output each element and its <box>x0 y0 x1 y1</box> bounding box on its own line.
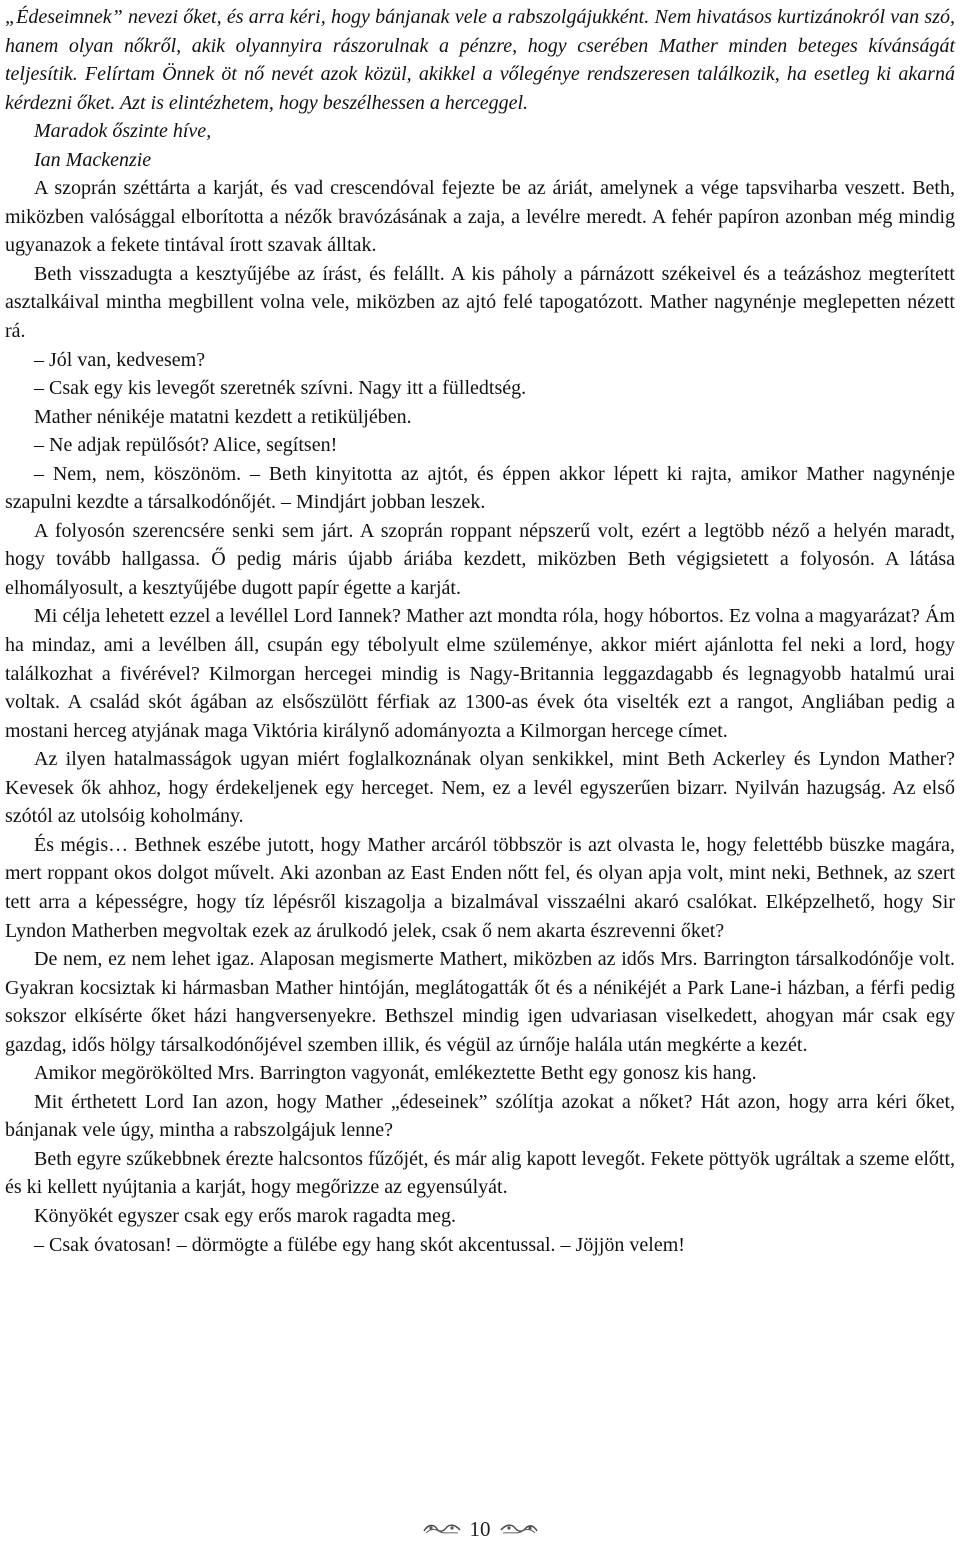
paragraph: Mi célja lehetett ezzel a levéllel Lord Iannek? Mather azt mondta róla, hogy hóbortos. Ez volna a magyarázat? Ám ha mindaz, ami a levélben áll, csupán egy tébolyult elme szüleménye, akkor miért ajánlotta fel neki a lord, hogy találkozhat a fivérével? Kilmorgan hercegei mindig is Nagy-Britannia leggazdagabb és legnagyobb hatalmú urai voltak. A család skót ágában az elsőszülött férfiak az 1300-as évek óta viselték ezt a rangot, Angliában pedig a mostani herceg atyjának maga Viktória királynő adományozta a Kilmorgan hercege címet. <box>5 605 955 742</box>
page-body <box>5 3 955 1259</box>
paragraph: Mit érthetett Lord Ian azon, hogy Mather „édeseinek” szólítja azokat a nőket? Hát azon, hogy arra kéri őket, bánjanak vele úgy, mintha a rabszolgájuk lenne? <box>5 1090 955 1142</box>
page-footer <box>0 1516 960 1542</box>
paragraph: Az ilyen hatalmasságok ugyan miért foglalkoznának olyan senkikkel, mint Beth Ackerley és Lyndon Mather? Kevesek ők ahhoz, hogy érdekeljenek egy herceget. Nem, ez a levél egyszerűen bizarr. Nyilván hazugság. Az első szótól az utolsóig koholmány. <box>5 748 955 828</box>
paragraph: A szoprán széttárta a karját, és vad crescendóval fejezte be az áriát, amelynek a vége tapsviharba veszett. Beth, miközben valósággal elborította a nézők bravózásának a zaja, a levélre meredt. A fehér papíron azonban még mindig ugyanazok a fekete tintával írott szavak álltak. <box>5 177 955 257</box>
dialogue-line: – Csak egy kis levegőt szeretnék szívni. Nagy itt a fülledtség. <box>34 377 527 400</box>
paragraph: Amikor megörökölted Mrs. Barrington vagyonát, emlékeztette Betht egy gonosz kis hang. <box>34 1062 757 1085</box>
paragraph: Könyökét egyszer csak egy erős marok ragadta meg. <box>34 1204 457 1227</box>
paragraph: És mégis… Bethnek eszébe jutott, hogy Mather arcáról többször is azt olvasta le, hogy felettébb büszke magára, mert roppant okos dolgot művelt. Aki azonban az East Enden nőtt fel, és olyan apja volt, mint neki, Bethnek, az szert tett arra a képességre, hogy tíz lépésről kiszagolja a bizalmával visszaélni akaró csalókat. Elképzelhető, hogy Sir Lyndon Matherben megvoltak ezek az árulkodó jelek, csak ő nem akarta észrevenni őket? <box>5 833 955 942</box>
paragraph: Mather nénikéje matatni kezdett a retiküljében. <box>34 405 412 428</box>
dialogue-line: – Jól van, kedvesem? <box>34 348 206 371</box>
decorative-ornament-icon <box>422 1522 462 1536</box>
decorative-ornament-icon <box>499 1522 539 1536</box>
letter-paragraph: „Édeseimnek” nevezi őket, és arra kéri, hogy bánjanak vele a rabszolgájukként. Nem hivatásos kurtizánokról van szó, hanem olyan nőkről, akik olyannyira rászorulnak a pénzre, hogy cserében Mather minden beteges kívánságát teljesítik. Felírtam Önnek öt nő nevét azok közül, akikkel a vőlegénye rendszeresen találkozik, ha esetleg ki akarná kérdezni őket. Azt is elintézhetem, hogy beszélhessen a herceggel. <box>5 6 955 114</box>
paragraph: De nem, ez nem lehet igaz. Alaposan megismerte Mathert, miközben az idős Mrs. Barrington társalkodónője volt. Gyakran kocsiztak ki hármasban Mather hintóján, meglátogatták őt és a nénikéjét a Park Lane-i házban, a férfi pedig sokszor elkísérte őket házi hangversenyekre. Bethszel mindig igen udvariasan viselkedett, ahogyan már csak egy gazdag, idős hölgy társalkodónőjével szemben illik, és végül az úrnője halála után megkérte a kezét. <box>5 948 955 1056</box>
letter-signature: Ian Mackenzie <box>34 148 152 171</box>
paragraph: A folyosón szerencsére senki sem járt. A szoprán roppant népszerű volt, ezért a legtöbb néző a helyén maradt, hogy tovább hallgassa. Ő pedig máris újabb áriába kezdett, miközben Beth végigsietett a folyosón. A látása elhomályosult, a kesztyűjébe dugott papír égette a karját. <box>5 519 955 599</box>
paragraph: Beth egyre szűkebbnek érezte halcsontos fűzőjét, és már alig kapott levegőt. Fekete pöttyök ugráltak a szeme előtt, és ki kellett nyújtania a karját, hogy megőrizze az egyensúlyát. <box>5 1147 955 1199</box>
letter-closing: Maradok őszinte híve, <box>34 120 212 143</box>
page-number: 10 <box>469 1516 491 1541</box>
paragraph: Beth visszadugta a kesztyűjébe az írást, és felállt. A kis páholy a párnázott székeivel és a teázáshoz megterített asztalkáival mintha megbillent volna vele, miközben az ajtó felé tapogatózott. Mather nagynénje meglepetten nézett rá. <box>5 262 955 343</box>
dialogue-line: – Nem, nem, köszönöm. – Beth kinyitotta az ajtót, és éppen akkor lépett ki rajta, amikor Mather nagynénje szapulni kezdte a társalkodónőjét. – Mindjárt jobban leszek. <box>5 462 955 514</box>
dialogue-line: – Csak óvatosan! – dörmögte a fülébe egy hang skót akcentussal. – Jöjjön velem! <box>34 1233 685 1256</box>
body-text <box>5 3 955 1259</box>
dialogue-line: – Ne adjak repülősót? Alice, segítsen! <box>34 434 338 457</box>
